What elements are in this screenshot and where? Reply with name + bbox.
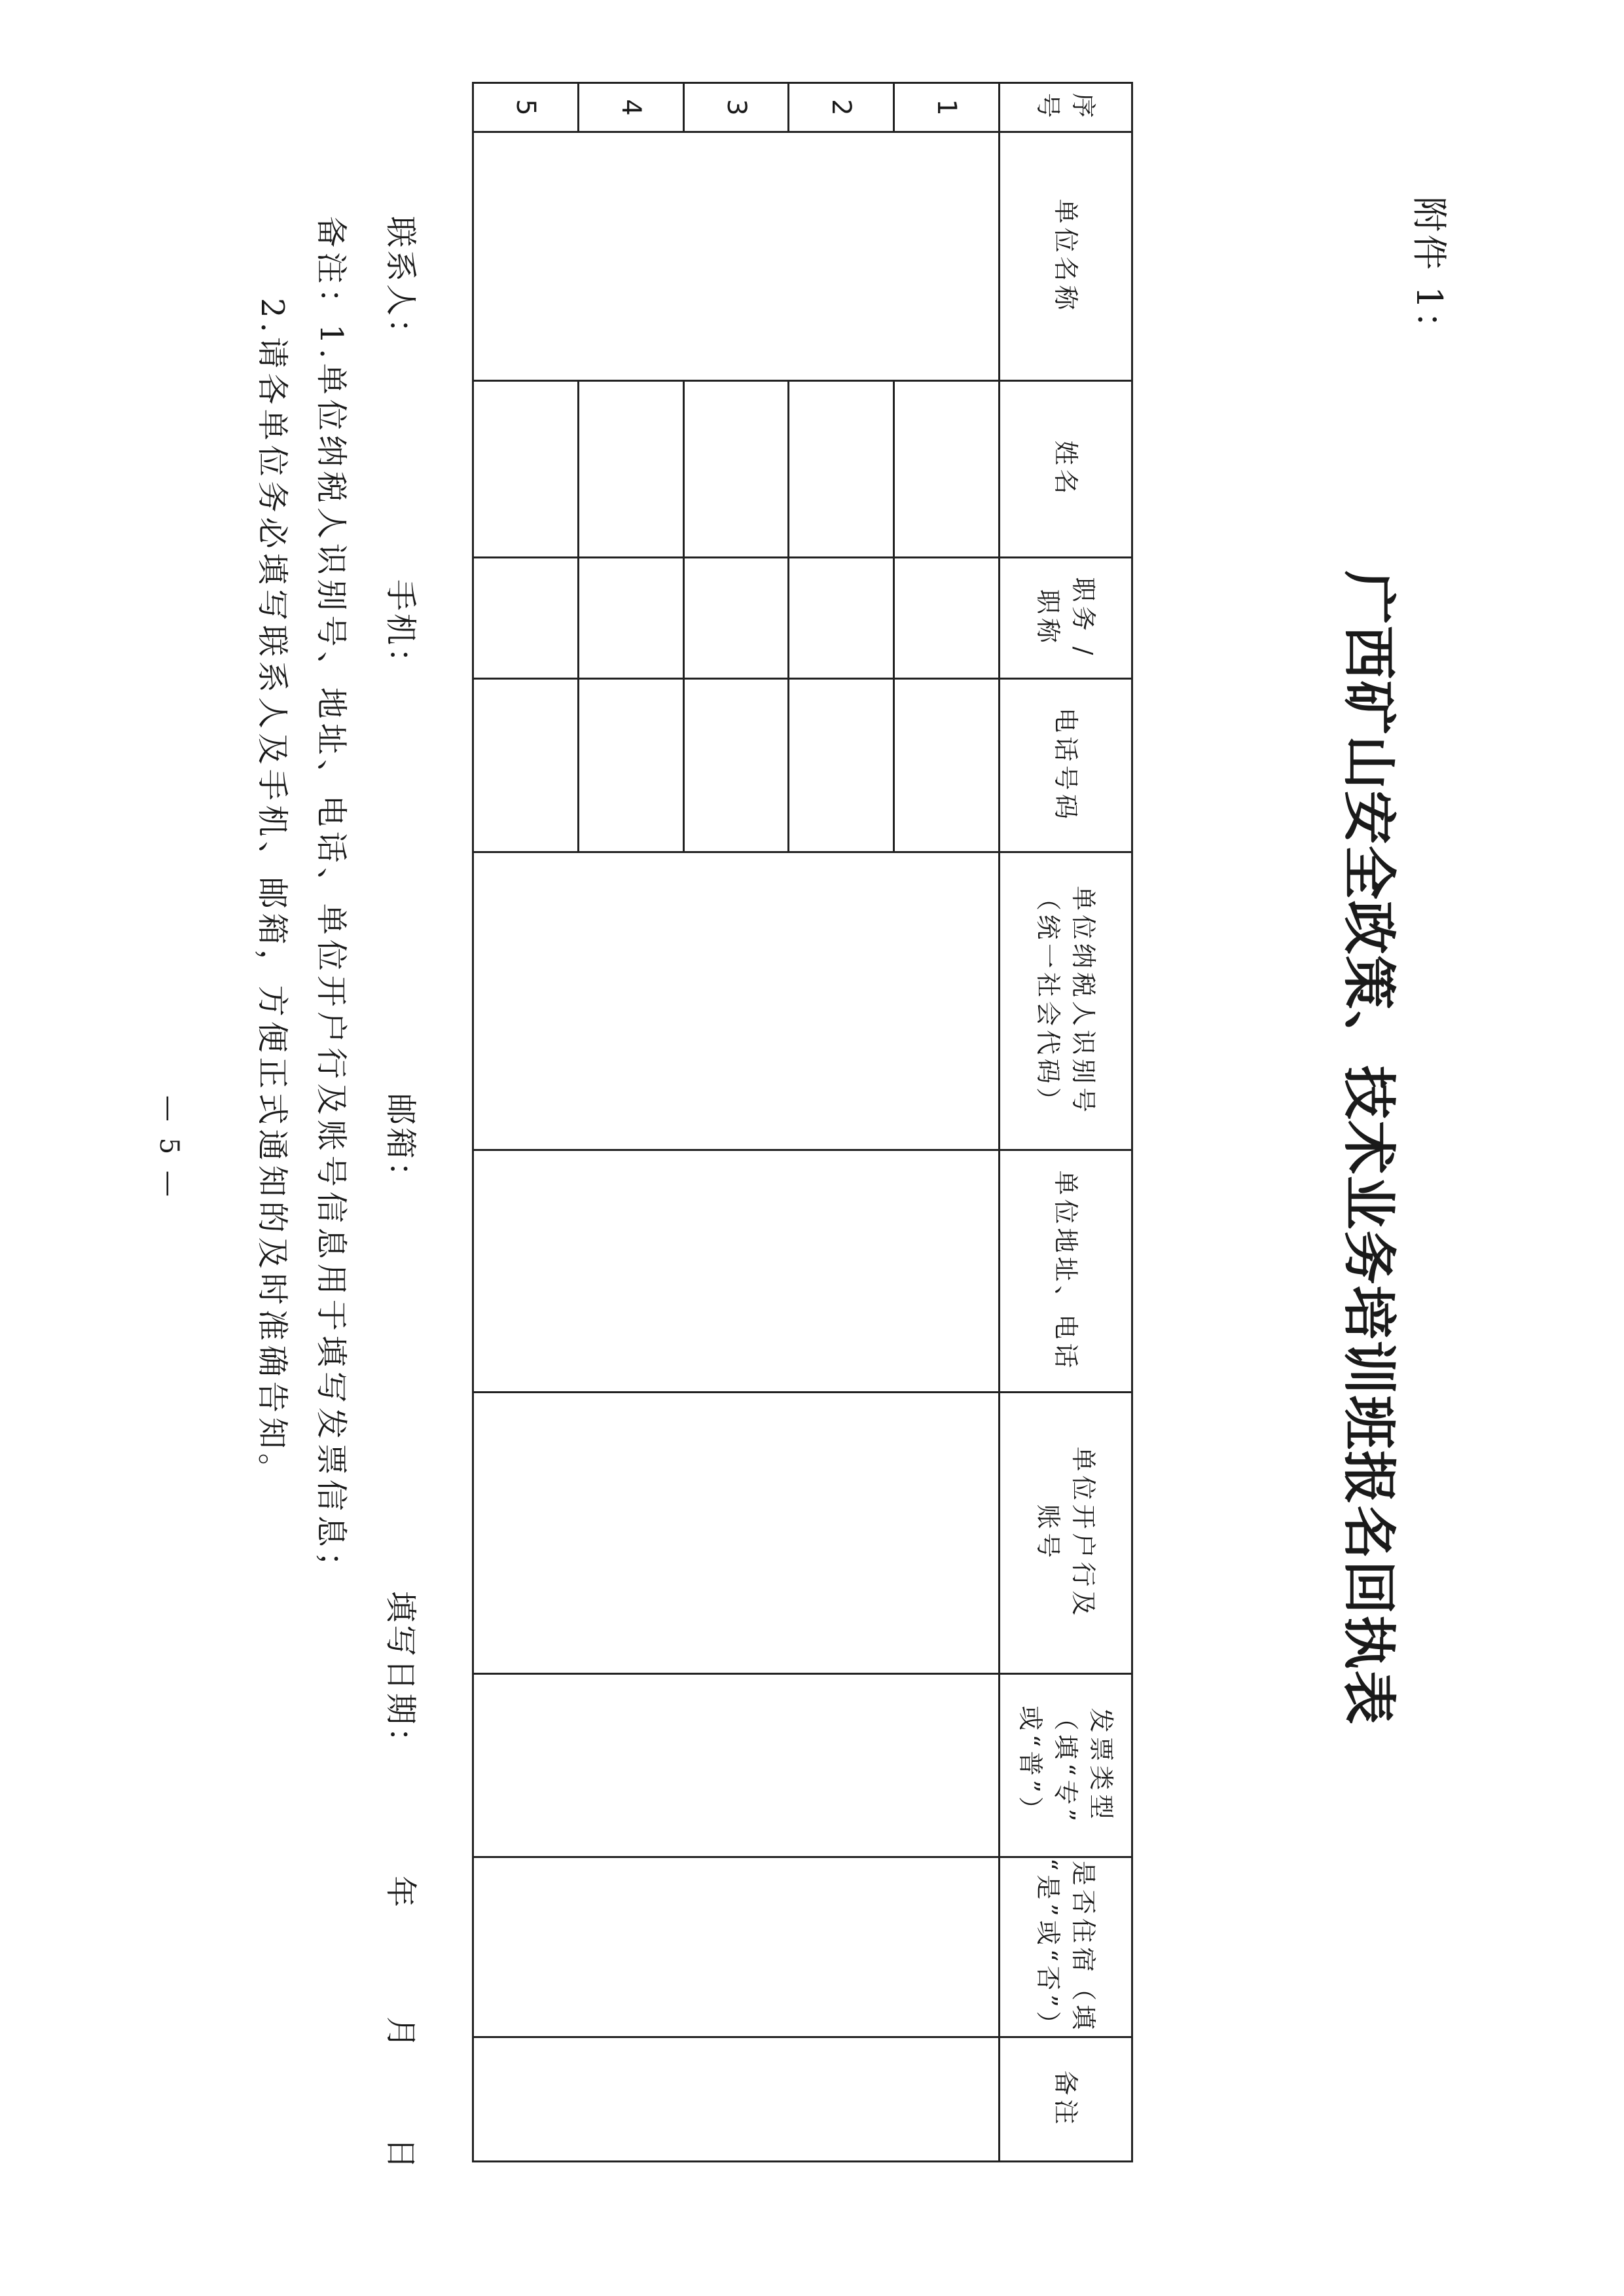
cell-phone[interactable]: [894, 679, 1000, 852]
header-phone: 电话号码: [1000, 679, 1132, 852]
cell-bank-account[interactable]: [473, 1393, 1000, 1674]
contact-line: [380, 216, 426, 2180]
cell-phone[interactable]: [683, 679, 789, 852]
header-name: 姓名: [1000, 381, 1132, 558]
header-bank-account: 单位开户行及 账号: [1000, 1393, 1132, 1674]
cell-name[interactable]: [578, 381, 683, 558]
registration-table: [472, 82, 1133, 2162]
year-label: 年: [382, 1876, 419, 1910]
cell-position[interactable]: [789, 558, 894, 679]
header-accommodation: 是否住宿（填 “是”或“否”）: [1000, 1857, 1132, 2037]
remark-line-2: 2.请各单位务必填写联系人及手机、邮箱，方便正式通知的及时准确告知。: [254, 298, 291, 1489]
cell-accommodation[interactable]: [473, 1857, 1000, 2037]
month-label: 月: [382, 2016, 419, 2051]
cell-name[interactable]: [789, 381, 894, 558]
header-position: 职务 / 职称: [1000, 558, 1132, 679]
cell-invoice-type[interactable]: [473, 1674, 1000, 1857]
cell-name[interactable]: [683, 381, 789, 558]
phone-label: 手机：: [382, 579, 419, 682]
row-index: 4: [578, 83, 683, 132]
page-number: — 5 —: [154, 1095, 184, 1201]
table-row: [894, 83, 1000, 2162]
contact-person-label: 联系人：: [382, 216, 419, 353]
page-title: 广西矿山安全政策、技术业务培训班报名回执表: [1337, 570, 1400, 1726]
cell-unit-name[interactable]: [473, 132, 1000, 381]
cell-address[interactable]: [473, 1150, 1000, 1393]
fill-date-label: 填写日期：: [382, 1591, 419, 1762]
cell-position[interactable]: [683, 558, 789, 679]
row-index: 2: [789, 83, 894, 132]
cell-position[interactable]: [578, 558, 683, 679]
cell-tax-id[interactable]: [473, 852, 1000, 1150]
row-index: 3: [683, 83, 789, 132]
cell-remarks[interactable]: [473, 2037, 1000, 2162]
cell-name[interactable]: [894, 381, 1000, 558]
attachment-label: 附件 1：: [1409, 196, 1450, 350]
header-invoice-type: 发票类型 （填“专” 或“普”）: [1000, 1674, 1132, 1857]
header-index: 序 号: [1000, 83, 1132, 132]
day-label: 日: [382, 2138, 419, 2172]
cell-phone[interactable]: [789, 679, 894, 852]
header-tax-id: 单位纳税人识别号 （统一社会代码）: [1000, 852, 1132, 1150]
remark-line-1: 备注：1.单位纳税人识别号、地址、电话、单位开户行及账号信息用于填写发票信息；: [313, 216, 350, 1588]
row-index: 5: [473, 83, 579, 132]
cell-name[interactable]: [473, 381, 579, 558]
cell-phone[interactable]: [473, 679, 579, 852]
header-unit-name: 单位名称: [1000, 132, 1132, 381]
header-address: 单位地址、电话: [1000, 1150, 1132, 1393]
row-index: 1: [894, 83, 1000, 132]
table-header-row: [1000, 83, 1132, 2162]
cell-position[interactable]: [894, 558, 1000, 679]
cell-position[interactable]: [473, 558, 579, 679]
email-label: 邮箱：: [382, 1093, 419, 1196]
header-remarks: 备注: [1000, 2037, 1132, 2162]
remarks-block: [243, 216, 361, 1588]
cell-phone[interactable]: [578, 679, 683, 852]
